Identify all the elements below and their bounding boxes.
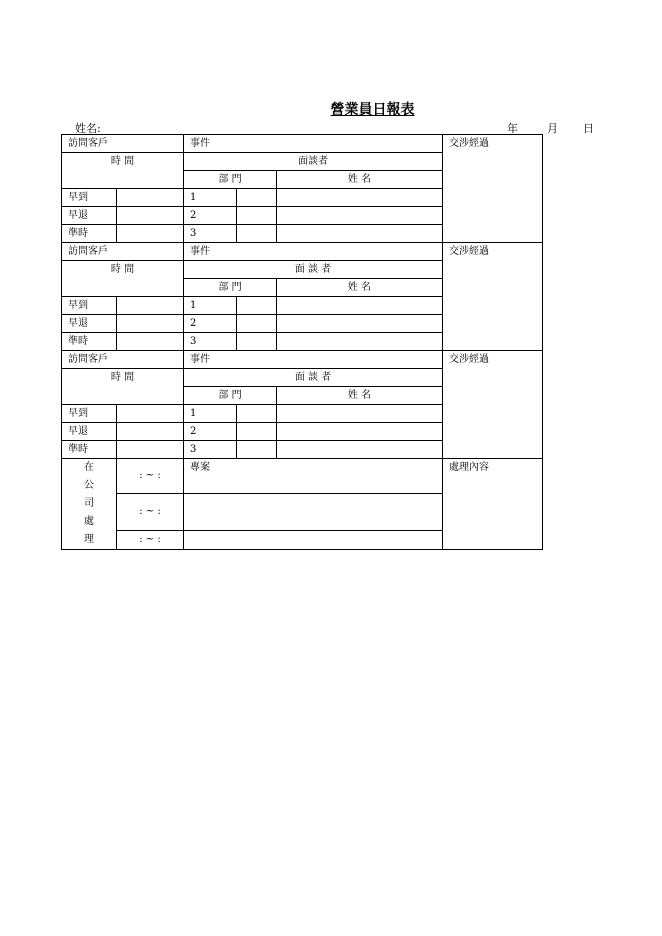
row-number: 3 xyxy=(184,225,237,243)
name-input-cell[interactable] xyxy=(277,297,443,315)
arrival-status-label: 早退 xyxy=(62,315,117,333)
handling-label: 處理內容 xyxy=(443,459,543,550)
row-number: 1 xyxy=(184,189,237,207)
office-time-range[interactable]: : ~ : xyxy=(117,459,184,494)
arrival-status-label: 早到 xyxy=(62,405,117,423)
in-office-char: 處 xyxy=(84,516,94,527)
project-label: 專案 xyxy=(184,459,443,494)
in-office-char: 在 xyxy=(84,462,94,473)
dept-input-cell[interactable] xyxy=(237,405,277,423)
in-office-char: 司 xyxy=(84,498,94,509)
time-input-cell[interactable] xyxy=(117,405,184,423)
row-number: 2 xyxy=(184,207,237,225)
person-name-label: 姓 名 xyxy=(277,279,443,297)
person-name-label: 姓 名 xyxy=(277,387,443,405)
event-label: 事件 xyxy=(184,243,443,261)
interviewee-label: 面 談 者 xyxy=(184,369,443,387)
office-time-range[interactable]: : ~ : xyxy=(117,531,184,550)
negotiation-label: 交涉經過 xyxy=(443,243,543,351)
time-label: 時 間 xyxy=(62,369,184,405)
name-input-cell[interactable] xyxy=(277,225,443,243)
time-input-cell[interactable] xyxy=(117,315,184,333)
arrival-status-label: 準時 xyxy=(62,225,117,243)
office-time-range[interactable]: : ~ : xyxy=(117,494,184,531)
interviewee-label: 面談者 xyxy=(184,153,443,171)
row-number: 3 xyxy=(184,441,237,459)
dept-input-cell[interactable] xyxy=(237,423,277,441)
client-label: 訪問客戶 xyxy=(62,243,184,261)
visit-2-header-row xyxy=(62,243,543,261)
row-number: 2 xyxy=(184,315,237,333)
client-label: 訪問客戶 xyxy=(62,351,184,369)
in-office-label xyxy=(62,459,117,550)
time-input-cell[interactable] xyxy=(117,207,184,225)
dept-input-cell[interactable] xyxy=(237,297,277,315)
time-input-cell[interactable] xyxy=(117,189,184,207)
time-input-cell[interactable] xyxy=(117,225,184,243)
arrival-status-label: 早到 xyxy=(62,189,117,207)
event-label: 事件 xyxy=(184,351,443,369)
name-input-cell[interactable] xyxy=(277,441,443,459)
name-input-cell[interactable] xyxy=(277,423,443,441)
interviewee-label: 面 談 者 xyxy=(184,261,443,279)
arrival-status-label: 準時 xyxy=(62,333,117,351)
dept-input-cell[interactable] xyxy=(237,207,277,225)
name-input-cell[interactable] xyxy=(277,207,443,225)
arrival-status-label: 早到 xyxy=(62,297,117,315)
dept-label: 部 門 xyxy=(184,387,277,405)
name-input-cell[interactable] xyxy=(277,189,443,207)
in-office-vertical-text xyxy=(62,459,116,549)
person-name-label: 姓 名 xyxy=(277,171,443,189)
negotiation-label: 交涉經過 xyxy=(443,135,543,243)
visit-3-header-row xyxy=(62,351,543,369)
event-label: 事件 xyxy=(184,135,443,153)
time-label: 時 間 xyxy=(62,261,184,297)
time-input-cell[interactable] xyxy=(117,333,184,351)
day-label: 日 xyxy=(583,122,594,135)
dept-input-cell[interactable] xyxy=(237,225,277,243)
row-number: 1 xyxy=(184,297,237,315)
row-number: 1 xyxy=(184,405,237,423)
project-input-cell[interactable] xyxy=(184,494,443,531)
time-input-cell[interactable] xyxy=(117,423,184,441)
name-input-cell[interactable] xyxy=(277,315,443,333)
visit-1-header-row xyxy=(62,135,543,153)
project-input-cell[interactable] xyxy=(184,531,443,550)
dept-input-cell[interactable] xyxy=(237,333,277,351)
row-number: 2 xyxy=(184,423,237,441)
arrival-status-label: 早退 xyxy=(62,423,117,441)
name-input-cell[interactable] xyxy=(277,405,443,423)
dept-input-cell[interactable] xyxy=(237,189,277,207)
dept-input-cell[interactable] xyxy=(237,441,277,459)
office-row-1 xyxy=(62,459,543,494)
in-office-char: 公 xyxy=(84,480,94,491)
time-input-cell[interactable] xyxy=(117,441,184,459)
dept-input-cell[interactable] xyxy=(237,315,277,333)
in-office-char: 理 xyxy=(84,534,94,545)
arrival-status-label: 早退 xyxy=(62,207,117,225)
form-title: 營業員日報表 xyxy=(330,102,415,118)
time-input-cell[interactable] xyxy=(117,297,184,315)
name-field-label: 姓名: xyxy=(75,122,101,135)
negotiation-label: 交涉經過 xyxy=(443,351,543,459)
arrival-status-label: 準時 xyxy=(62,441,117,459)
year-label: 年 xyxy=(507,122,518,135)
month-label: 月 xyxy=(547,122,558,135)
name-input-cell[interactable] xyxy=(277,333,443,351)
daily-report-table xyxy=(61,134,543,550)
client-label: 訪問客戶 xyxy=(62,135,184,153)
time-label: 時 間 xyxy=(62,153,184,189)
row-number: 3 xyxy=(184,333,237,351)
dept-label: 部 門 xyxy=(184,279,277,297)
dept-label: 部 門 xyxy=(184,171,277,189)
